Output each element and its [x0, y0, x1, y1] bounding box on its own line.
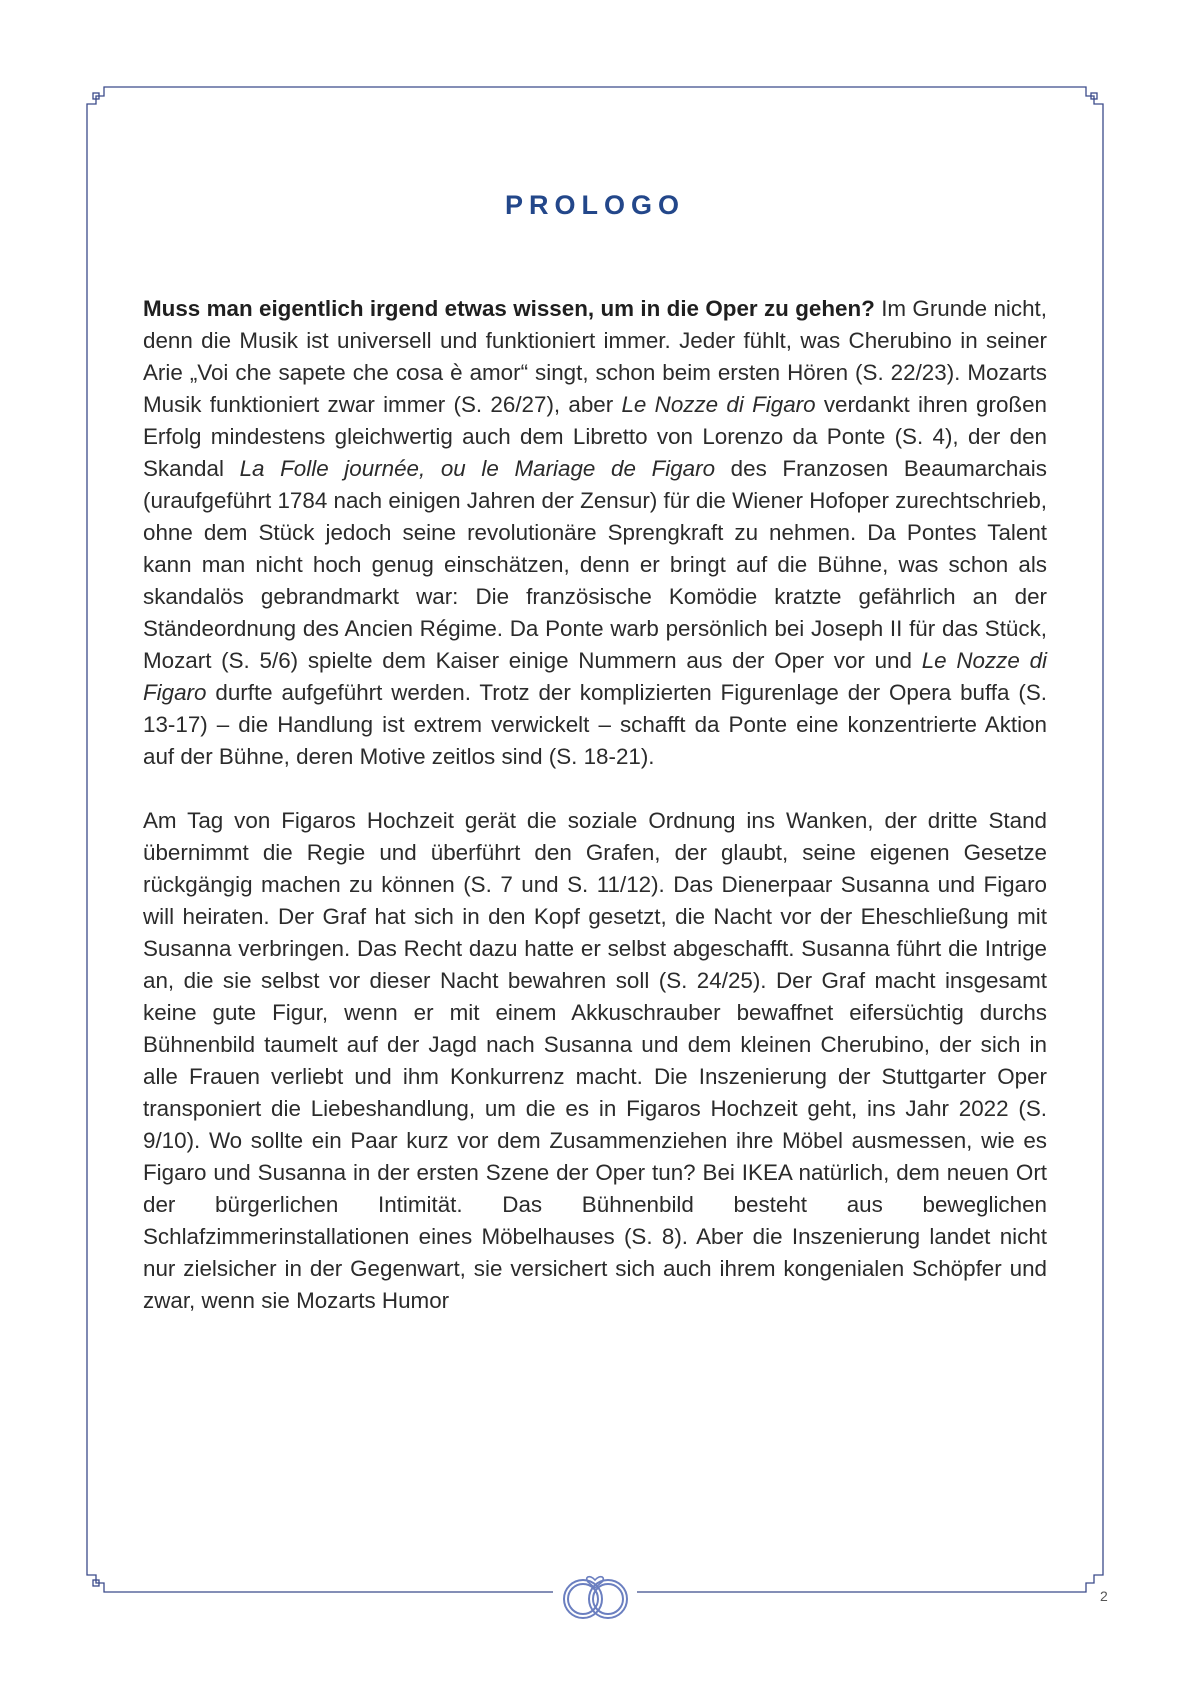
- text-segment-normal: Am Tag von Figaros Hochzeit gerät die soziale Ordnung ins Wanken, der dritte Stand übernimmt die Regie und überführt den Grafen, der glaubt, seine eigenen Gesetze rückgängig machen zu können (S. 7 und S. 11/12). Das Dienerpaar Susanna und Figaro will heiraten. Der Graf hat sich in den Kopf gesetzt, die Nacht vor der Eheschließung mit Susanna verbringen. Das Recht dazu hatte er selbst abgeschafft. Susanna führt die Intrige an, die sie selbst vor dieser Nacht bewahren soll (S. 24/25). Der Graf macht insgesamt keine gute Figur, wenn er mit einem Akkuschrauber bewaffnet eifersüchtig durchs Bühnenbild taumelt auf der Jagd nach Susanna und dem kleinen Cherubino, der sich in alle Frauen verliebt und ihm Konkurrenz macht. Die Inszenierung der Stuttgarter Oper transponiert die Liebeshandlung, um die es in Figaros Hochzeit geht, ins Jahr 2022 (S. 9/10). Wo sollte ein Paar kurz vor dem Zusammenziehen ihre Möbel ausmessen, wie es Figaro und Susanna in der ersten Szene der Oper tun? Bei IKEA natürlich, dem neuen Ort der bürgerlichen Intimität. Das Bühnenbild besteht aus beweglichen Schlafzimmerinstallationen eines Möbelhauses (S. 8). Aber die Inszenierung landet nicht nur zielsicher in der Gegenwart, sie versichert sich auch ihrem kongenialen Schöpfer und zwar, wenn sie Mozarts Humor: [143, 808, 1047, 1313]
- text-segment-italic: La Folle journée, ou le Mariage de Figaro: [239, 456, 716, 481]
- paragraph-1: [143, 293, 1047, 773]
- page-title: PROLOGO: [504, 190, 685, 220]
- wedding-rings-heart-icon: [564, 1577, 627, 1618]
- body-text: [143, 293, 1047, 1317]
- text-segment-italic: Le Nozze di Figaro: [143, 648, 1047, 705]
- corner-ornament-top-right: [1078, 87, 1103, 112]
- text-segment-normal: durfte aufgeführt werden. Trotz der komplizierten Figurenlage der Opera buffa (S. 13-17) – die Handlung ist extrem verwickelt – schafft da Ponte eine konzentrierte Aktion auf der Bühne, deren Motive zeitlos sind (S. 18-21).: [143, 680, 1047, 769]
- corner-ornament-top-left: [87, 87, 112, 112]
- text-segment-normal: des Franzosen Beaumarchais (uraufgeführt 1784 nach einigen Jahren der Zensur) für die Wiener Hofoper zurechtschrieb, ohne dem Stück jedoch seine revolutionäre Sprengkraft zu nehmen. Da Pontes Talent kann man nicht hoch genug einschätzen, denn er bringt auf die Bühne, was schon als skandalös gebrandmarkt war: Die französische Komödie kratzte gefährlich an der Ständeordnung des Ancien Régime. Da Ponte warb persönlich bei Joseph II für das Stück, Mozart (S. 5/6) spielte dem Kaiser einige Nummern aus der Oper vor und: [143, 456, 1047, 673]
- text-segment-normal: Im Grunde nicht, denn die Musik ist universell und funktioniert immer. Jeder fühlt, was Cherubino in seiner Arie „Voi che sapete che cosa è amor“ singt, schon beim ersten Hören (S. 22/23). Mozarts Musik funktioniert zwar immer (S. 26/27), aber: [143, 296, 1047, 417]
- page-number: 2: [1100, 1588, 1108, 1604]
- paragraph-2: [143, 805, 1047, 1317]
- text-segment-italic: Le Nozze di Figaro: [621, 392, 816, 417]
- text-segment-normal: verdankt ihren großen Erfolg mindestens gleichwertig auch dem Libretto von Lorenzo da Ponte (S. 4), der den Skandal: [143, 392, 1047, 481]
- corner-ornament-bottom-left: [87, 1567, 112, 1592]
- text-segment-bold: Muss man eigentlich irgend etwas wissen, um in die Oper zu gehen?: [143, 296, 875, 321]
